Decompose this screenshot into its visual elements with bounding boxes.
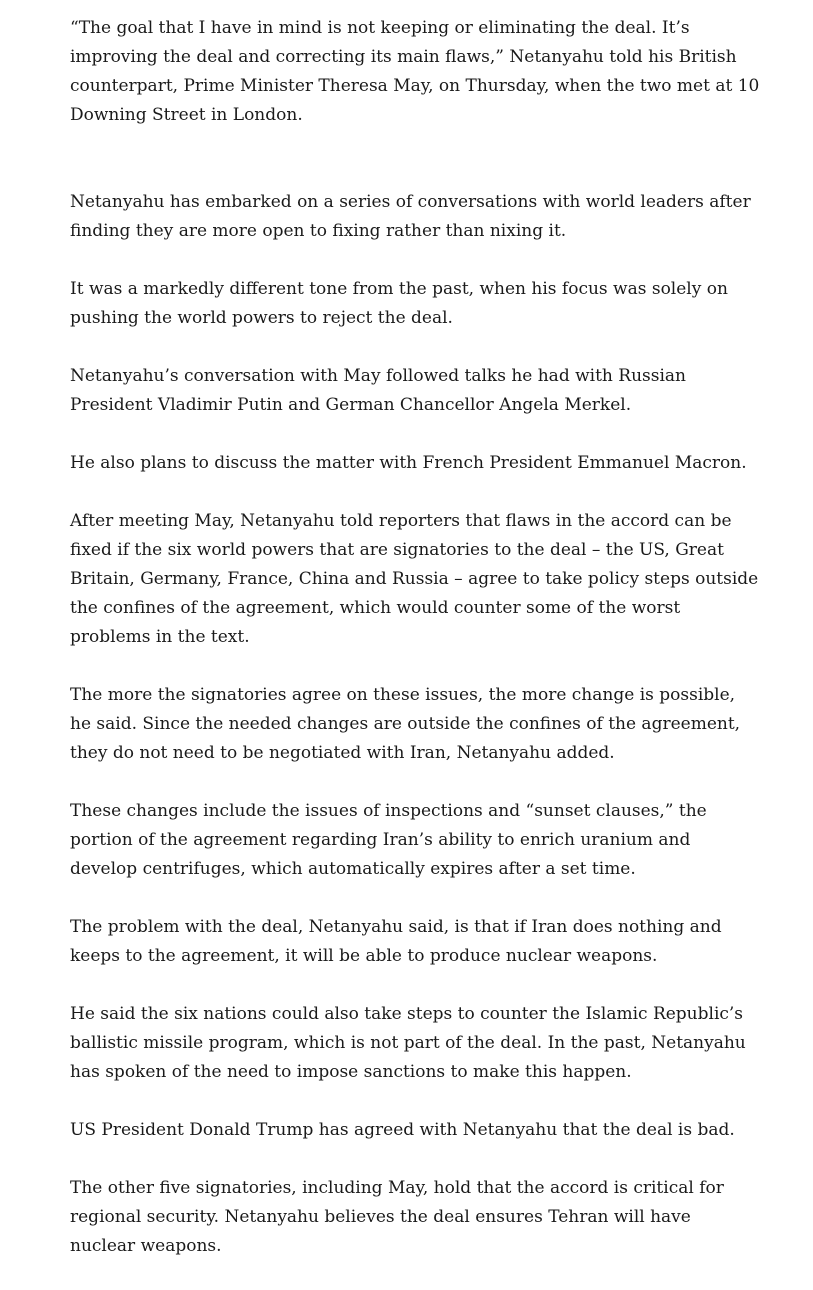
article-paragraph: US President Donald Trump has agreed with Netanyahu that the deal is bad.: [70, 1120, 735, 1140]
article-paragraph: Netanyahu’s conversation with May followed talks he had with Russian President Vladimir Putin and German Chancellor Angela Merkel.: [70, 366, 686, 415]
article-paragraph: Netanyahu has embarked on a series of conversations with world leaders after finding they are more open to fixing rather than nixing it.: [70, 192, 751, 241]
article-paragraph: He also plans to discuss the matter with French President Emmanuel Macron.: [70, 453, 747, 473]
article-paragraph: He said the six nations could also take steps to counter the Islamic Republic’s ballistic missile program, which is not part of the deal. In the past, Netanyahu has spoken of the need to impose sanctions to make this happen.: [70, 1004, 746, 1082]
article-paragraph: After meeting May, Netanyahu told reporters that flaws in the accord can be fixed if the six world powers that are signatories to the deal – the US, Great Britain, Germany, France, China and Russia – agree to take policy steps outside the confines of the agreement, which would counter some of the worst problems in the text.: [70, 511, 759, 647]
article-paragraph: The problem with the deal, Netanyahu said, is that if Iran does nothing and keeps to the agreement, it will be able to produce nuclear weapons.: [70, 917, 722, 966]
article-paragraph: The other five signatories, including May, hold that the accord is critical for regional security. Netanyahu believes the deal ensures Tehran will have nuclear weapons.: [70, 1178, 724, 1256]
article-paragraph: It was a markedly different tone from the past, when his focus was solely on pushing the world powers to reject the deal.: [70, 279, 728, 328]
article-body: [70, 14, 760, 1290]
article-paragraph: The more the signatories agree on these issues, the more change is possible, he said. Since the needed changes are outside the confines of the agreement, they do not need to be negotiated with Iran, Netanyahu added.: [70, 685, 741, 763]
article-paragraph: “The goal that I have in mind is not keeping or eliminating the deal. It’s improving the deal and correcting its main flaws,” Netanyahu told his British counterpart, Prime Minister Theresa May, on Thursday, when the two met at 10 Downing Street in London.: [70, 18, 760, 125]
article-paragraph: These changes include the issues of inspections and “sunset clauses,” the portion of the agreement regarding Iran’s ability to enrich uranium and develop centrifuges, which automatically expires after a set time.: [70, 801, 707, 879]
